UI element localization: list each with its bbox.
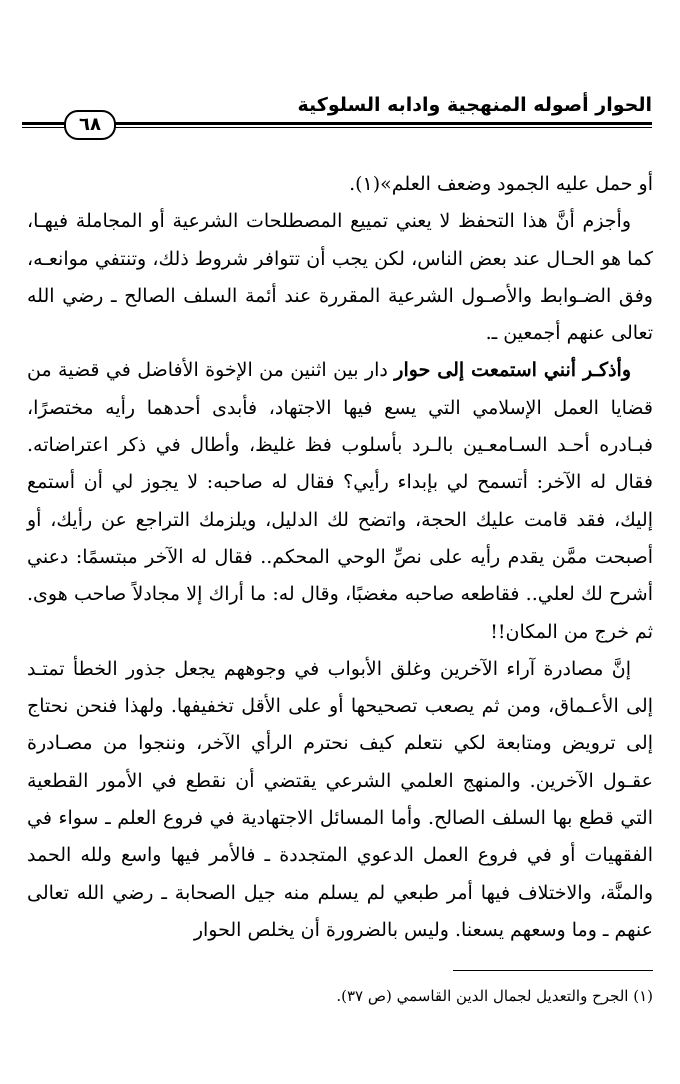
paragraph-3 <box>27 352 653 650</box>
footnote: (١) الجرح والتعديل لجمال الدين القاسمي (ص ٣٧). <box>336 987 653 1005</box>
paragraph-3-rest: دار بين اثنين من الإخوة الأفاضل في قضية من قضايا العمل الإسلامي التي يسع فيها الاجتهاد، فأبدى أحدهما رأيه مختصرًا، فبـادره أحـد السـامعـين بالـرد بأسلوب فظ غليظ، وأطال في ذكر اعتراضاته. فقال له الآخر: أتسمح لي بإبداء رأيي؟ فقال له صاحبه: لا يجوز لي أن أستمع إليك، فقد قامت عليك الحجة، واتضح لك الدليل، ويلزمك التراجع عن رأيك، أو أصبحت ممَّن يقدم رأيه على نصِّ الوحي المحكم.. فقال له الآخر مبتسمًا: دعني أشرح لك لعلي.. فقاطعه صاحبه مغضبًا، وقال له: ما أراك إلا مجادلاً صاحب هوى. ثم خرج من المكان!! <box>27 359 653 643</box>
paragraph-3-lead: وأذكـر أنني استمعت إلى حوار <box>394 359 631 382</box>
body-text <box>27 166 653 949</box>
paragraph-4: إنَّ مصادرة آراء الآخرين وغلق الأبواب في وجوههم يجعل جذور الخطأ تمتـد إلى الأعـماق، ومن ثم يصعب تصحيحها أو على الأقل تخفيفها. ولهذا فنحن نحتاج إلى ترويض ومتابعة لكي نتعلم كيف نحترم الرأي الآخر، وننجوا من مصـادرة عقـول الآخرين. والمنهج العلمي الشرعي يقتضي أن نقطع في الأمور القطعية التي قطع بها السلف الصالح. وأما المسائل الاجتهادية في فروع العلم ـ سواء في الفقهيات أو في فروع العمل الدعوي المتجددة ـ فالأمر فيها واسع ولله الحمد والمنَّة، والاختلاف فيها أمر طبعي لم يسلم منه جيل الصحابة ـ رضي الله تعالى عنهم ـ وما وسعهم يسعنا. وليس بالضرورة أن يخلص الحوار <box>27 657 653 941</box>
running-title: الحوار أصوله المنهجية وادابه السلوكية <box>297 94 652 116</box>
paragraph-2: وأجزم أنَّ هذا التحفظ لا يعني تمييع المصطلحات الشرعية أو المجاملة فيهـا، كما هو الحـال عند بعض الناس، لكن يجب أن تتوافر شروط ذلك، وتنتفي موانعـه، وفق الضـوابط والأصـول الشرعية المقررة عند أئمة السلف الصالح ـ رضي الله تعالى عنهم أجمعين ـ. <box>27 210 653 345</box>
header-rule <box>22 122 652 128</box>
footnote-rule <box>453 970 653 971</box>
paragraph-1: أو حمل عليه الجمود وضعف العلم»(١). <box>349 173 653 195</box>
page-number: ٦٨ <box>64 110 116 140</box>
page-header <box>22 92 652 144</box>
